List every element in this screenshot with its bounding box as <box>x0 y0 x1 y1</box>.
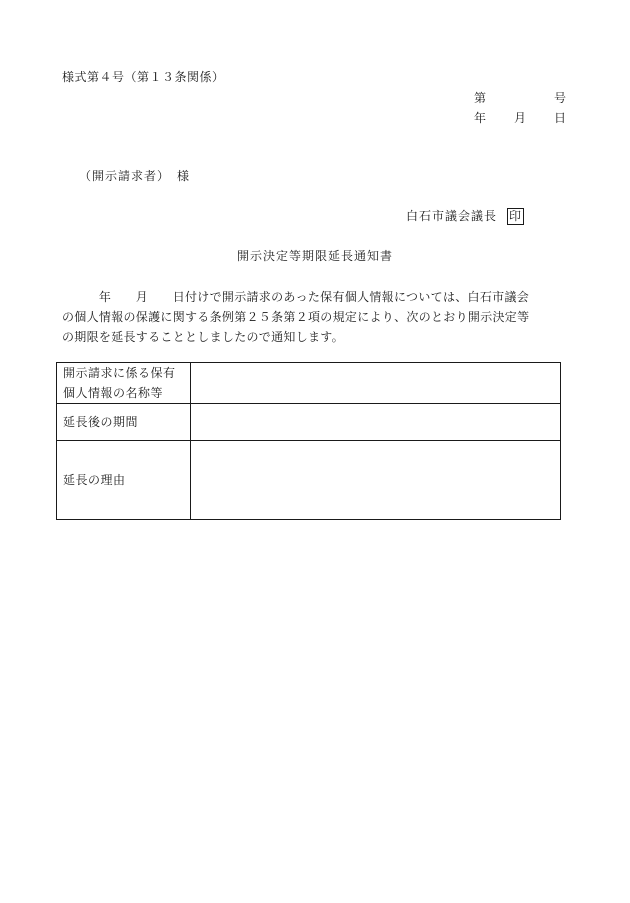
label-text: 開示請求に係る保有 <box>63 366 176 380</box>
table-row <box>57 441 561 520</box>
table-row <box>57 363 561 404</box>
form-label: 様式第４号（第１３条関係） <box>62 70 225 84</box>
body-line: の期限を延長することとしましたので通知します。 <box>62 330 344 344</box>
body-line: 年 月 日付けで開示請求のあった保有個人情報については、白石市議会 <box>62 290 530 304</box>
table-row <box>57 404 561 441</box>
doc-number-prefix: 第 <box>474 91 487 105</box>
label-cell-info-name <box>57 363 191 404</box>
doc-number-suffix: 号 <box>554 91 567 105</box>
date-month: 月 <box>514 111 527 125</box>
value-cell-info-name[interactable] <box>191 363 561 404</box>
document-title: 開示決定等期限延長通知書 <box>236 249 393 263</box>
value-cell-extended-period[interactable] <box>191 404 561 441</box>
body-paragraph <box>62 287 562 347</box>
date-year: 年 <box>474 111 487 125</box>
value-cell-extension-reason[interactable] <box>191 441 561 520</box>
addressee: （開示請求者） 様 <box>79 169 191 183</box>
label-cell-extension-reason: 延長の理由 <box>57 441 191 520</box>
body-line: の個人情報の保護に関する条例第２５条第２項の規定により、次のとおり開示決定等 <box>62 310 530 324</box>
sender-block <box>406 207 524 225</box>
info-table <box>56 362 561 520</box>
date-day: 日 <box>554 111 567 125</box>
label-cell-extended-period: 延長後の期間 <box>57 404 191 441</box>
label-text: 個人情報の名称等 <box>63 386 164 400</box>
sender-name: 白石市議会議長 <box>406 209 498 223</box>
seal-box: 印 <box>509 209 523 223</box>
